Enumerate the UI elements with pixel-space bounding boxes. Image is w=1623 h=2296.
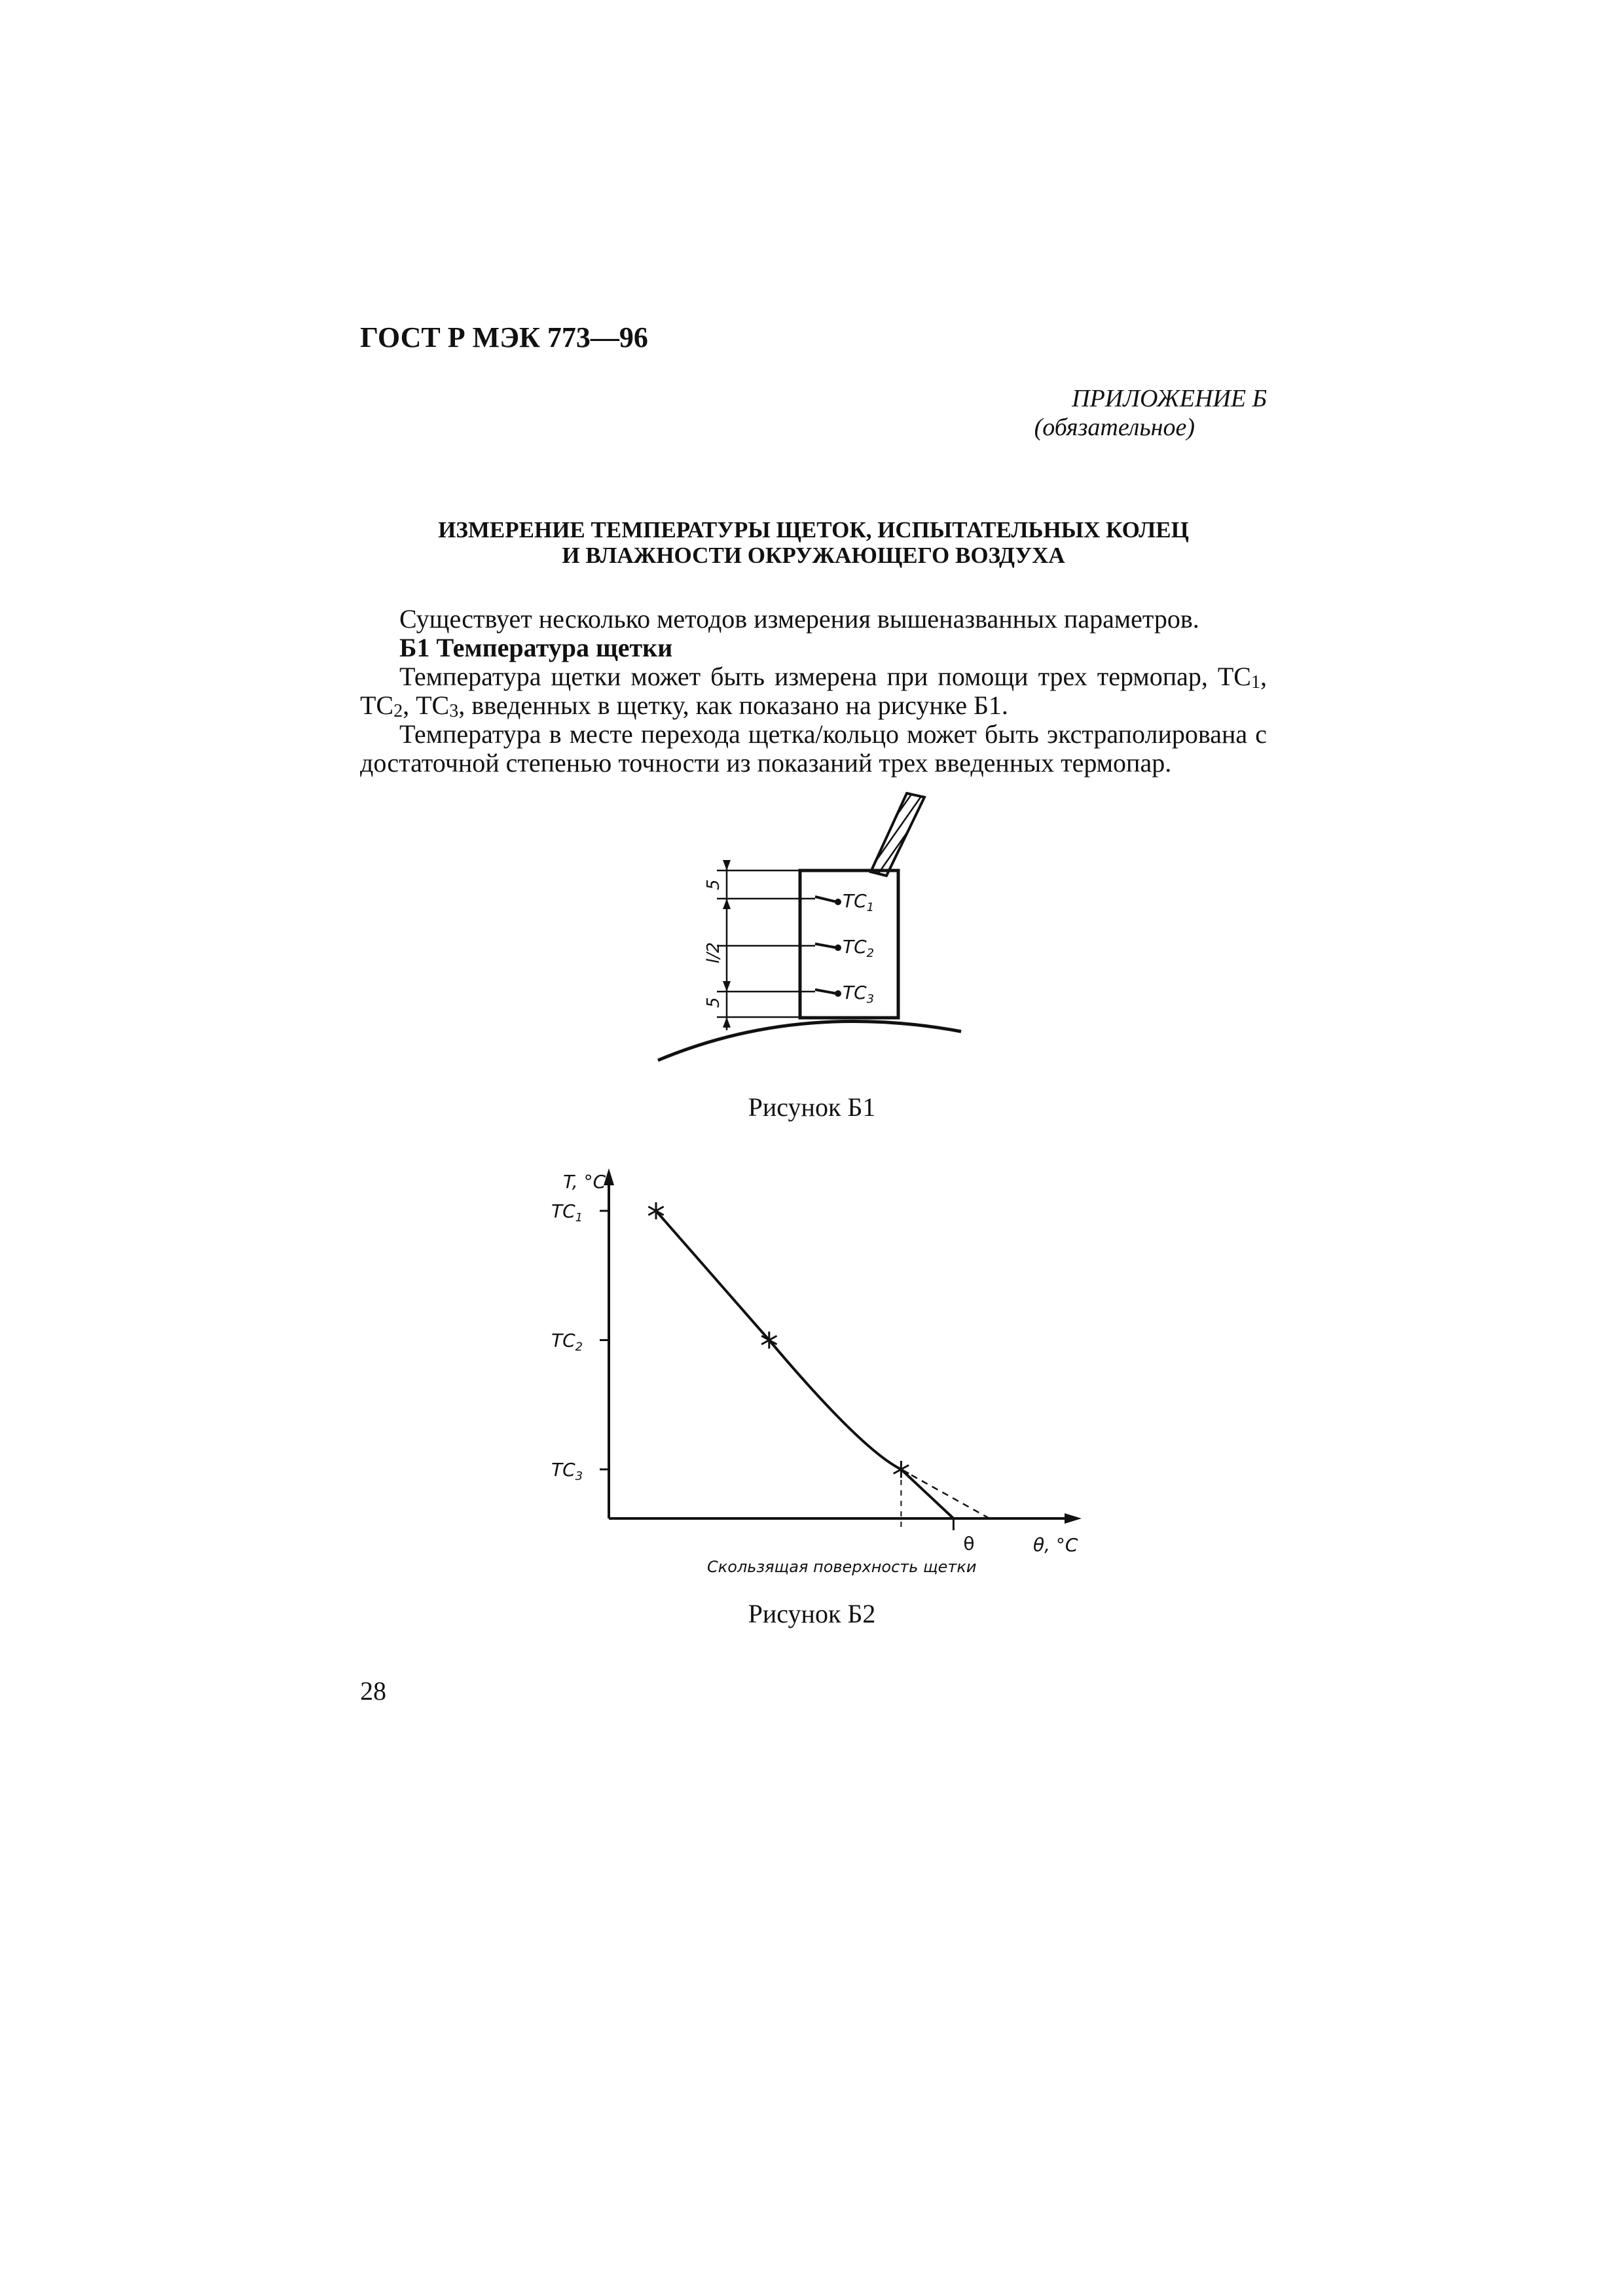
section-title-line-1: ИЗМЕРЕНИЕ ТЕМПЕРАТУРЫ ЩЕТОК, ИСПЫТАТЕЛЬНЫХ КОЛЕЦ xyxy=(438,517,1189,543)
intro-paragraph: Существует несколько методов измерения вышеназванных параметров. xyxy=(399,604,1199,634)
page-number: 28 xyxy=(360,1676,386,1706)
y-axis-label: T, °C xyxy=(563,1171,606,1193)
document-code: ГОСТ Р МЭК 773—96 xyxy=(360,321,648,353)
appendix-label xyxy=(982,385,1267,442)
dim-label-bottom: 5 xyxy=(704,997,723,1008)
x-tick-label-theta: θ xyxy=(963,1533,975,1554)
paragraph-text: Температура щетки может быть измерена при помощи трех термопар, xyxy=(399,662,1218,691)
temperature-curve xyxy=(656,1211,953,1518)
fig1-tc2-label: $TC_2$ xyxy=(843,936,875,960)
tc3-junction xyxy=(835,990,841,997)
y-tick-label-tc1: $TC_1$ xyxy=(551,1200,583,1225)
y-tick-label-tc2: $TC_2$ xyxy=(551,1329,583,1354)
x-axis-arrow xyxy=(1065,1513,1082,1524)
tc1-subscript: 1 xyxy=(1251,672,1260,693)
subsection-heading: Б1 Температура щетки xyxy=(399,633,673,662)
ring-surface xyxy=(658,1021,961,1060)
paragraph-extrapolation: Температура в месте перехода щетка/кольцо может быть экстраполирована с достаточной степенью точности из показаний трех введенных термопар. xyxy=(360,719,1267,778)
x-axis-label: θ, °C xyxy=(1033,1534,1078,1556)
dim-label-middle: l/2 xyxy=(704,942,723,963)
section-title xyxy=(360,517,1267,568)
tc3-subscript: 3 xyxy=(449,701,459,722)
chart-marks xyxy=(551,1200,989,1554)
figure-b2-caption: Рисунок Б2 xyxy=(748,1599,876,1628)
appendix-status: (обязательное) xyxy=(1034,413,1195,441)
tc1-label: ТС xyxy=(1217,662,1251,691)
tc2-subscript: 2 xyxy=(393,701,403,722)
y-tick-label-tc3: $TC_3$ xyxy=(551,1459,583,1483)
separator: , xyxy=(403,691,416,720)
separator: , xyxy=(1260,662,1267,691)
tc3-label: ТС xyxy=(416,691,450,720)
tc1-junction xyxy=(835,899,841,905)
fig1-tc3-label: $TC_3$ xyxy=(843,982,875,1006)
dim-label-top: 5 xyxy=(704,879,723,890)
paragraph-thermocouples xyxy=(360,662,1267,720)
tc2-junction xyxy=(835,944,841,951)
tc1-lead xyxy=(815,897,837,902)
tc3-lead xyxy=(815,990,837,994)
section-title-line-2: И ВЛАЖНОСТИ ОКРУЖАЮЩЕГО ВОЗДУХА xyxy=(562,543,1065,569)
figure-b1-caption: Рисунок Б1 xyxy=(748,1092,876,1122)
appendix-title: ПРИЛОЖЕНИЕ Б xyxy=(1072,385,1267,412)
body-text xyxy=(360,605,1267,778)
figure-b2-chart xyxy=(550,1162,1093,1581)
fig1-tc1-label: $TC_1$ xyxy=(843,890,875,914)
tc2-label: ТС xyxy=(360,691,394,720)
brush-holder-arm xyxy=(871,793,924,876)
figure-b1-diagram xyxy=(655,792,982,1073)
x-caption: Скользящая поверхность щетки xyxy=(707,1558,977,1576)
paragraph-text-end: , введенных в щетку, как показано на рисунке Б1. xyxy=(458,691,1008,720)
tc2-lead xyxy=(815,944,837,948)
